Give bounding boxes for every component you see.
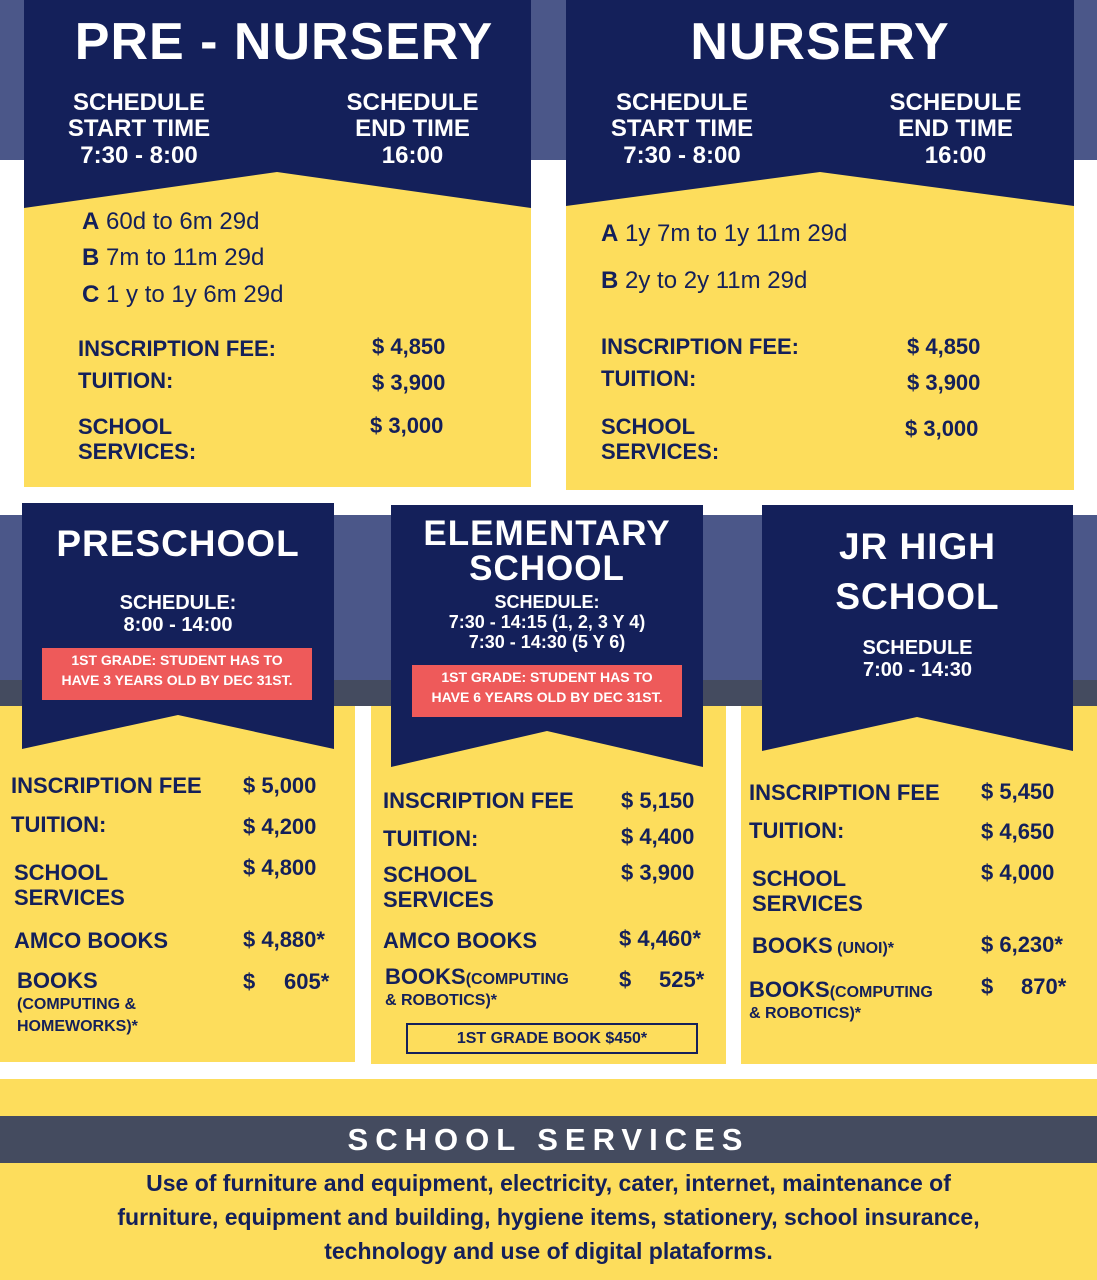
- elementary-books-sub-2: & ROBOTICS)*: [385, 992, 497, 1009]
- preschool-books-sub: [17, 994, 138, 1039]
- pre-nursery-title: PRE - NURSERY: [74, 13, 494, 71]
- services-label-line-1: SCHOOL: [601, 414, 696, 439]
- pre-nursery-group-b: B 7m to 11m 29d: [82, 244, 265, 271]
- end-time: 16:00: [381, 141, 444, 169]
- schedule-time-2: 7:30 - 14:30 (5 Y 6): [468, 631, 626, 652]
- description-line-1: Use of furniture and equipment, electricity, cater, internet, maintenance of: [146, 1170, 951, 1196]
- preschool-inscription-value: $ 5,000: [243, 773, 317, 798]
- elementary-amco-value: $ 4,460*: [619, 926, 701, 951]
- elementary-first-grade-book-box: 1ST GRADE BOOK $450*: [406, 1023, 698, 1054]
- nursery-services-value: $ 3,000: [905, 416, 979, 441]
- warning-line-1: 1ST GRADE: STUDENT HAS TO: [71, 652, 283, 668]
- services-label-line-2: SERVICES: [752, 891, 863, 917]
- jr-high-inscription-label: INSCRIPTION FEE: [749, 780, 940, 805]
- elementary-services-value: $ 3,900: [621, 860, 695, 885]
- books-sub-line-2: HOMEWORKS)*: [17, 1018, 138, 1036]
- start-label: SCHEDULE: [72, 89, 205, 116]
- jr-high-inscription-value: $ 5,450: [981, 779, 1055, 804]
- preschool-warning-badge: [42, 648, 312, 700]
- nursery-title: NURSERY: [690, 13, 950, 71]
- nursery-tuition-value: $ 3,900: [907, 370, 981, 395]
- preschool-books-value: 605*: [284, 969, 330, 994]
- title-line-1: ELEMENTARY: [423, 514, 671, 553]
- preschool-amco-value: $ 4,880*: [243, 927, 325, 952]
- schedule-time-1: 7:30 - 14:15 (1, 2, 3 Y 4): [448, 611, 646, 632]
- services-label-line-2: SERVICES:: [78, 439, 197, 465]
- preschool-title: PRESCHOOL: [56, 523, 300, 564]
- schedule-label: SCHEDULE: [862, 637, 973, 659]
- jr-high-books-unoi-label: BOOKS: [752, 933, 833, 958]
- schedule-time: 7:00 - 14:30: [863, 659, 972, 681]
- elementary-books-sub-1: (COMPUTING: [465, 971, 569, 988]
- jr-high-books-unoi-row: [752, 933, 894, 959]
- jr-high-title: [762, 522, 1073, 622]
- schedule-time: 8:00 - 14:00: [123, 614, 233, 636]
- elementary-books-label: BOOKS: [385, 964, 466, 989]
- end-sub-label: END TIME: [898, 115, 1013, 143]
- start-time: 7:30 - 8:00: [623, 141, 741, 169]
- end-sub-label: END TIME: [355, 115, 470, 143]
- elementary-books-value: 525*: [659, 967, 705, 992]
- nursery-group-a: A 1y 7m to 1y 11m 29d: [601, 220, 848, 247]
- nursery-start-schedule: [597, 90, 767, 169]
- services-label-line-2: SERVICES: [383, 887, 494, 913]
- start-time: 7:30 - 8:00: [80, 141, 198, 169]
- start-sub-label: START TIME: [67, 115, 211, 143]
- pre-nursery-start-schedule: [54, 90, 224, 169]
- elementary-amco-label: AMCO BOOKS: [383, 928, 537, 953]
- school-services-heading: SCHOOL SERVICES: [347, 1122, 750, 1157]
- jr-high-tuition-value: $ 4,650: [981, 819, 1055, 844]
- pre-nursery-inscription-value: $ 4,850: [372, 334, 446, 359]
- pre-nursery-group-a: A 60d to 6m 29d: [82, 208, 260, 235]
- jr-high-books-sub-2: & ROBOTICS)*: [749, 1005, 861, 1022]
- elementary-warning-badge: [412, 665, 682, 717]
- services-label-line-1: SCHOOL: [752, 866, 847, 891]
- preschool-services-value: $ 4,800: [243, 855, 317, 880]
- pre-nursery-inscription-label: INSCRIPTION FEE:: [78, 336, 277, 361]
- jr-high-books-unoi-sub: (UNOI)*: [837, 940, 895, 957]
- pre-nursery-services-value: $ 3,000: [370, 413, 444, 438]
- title-line-2: SCHOOL: [469, 549, 625, 588]
- nursery-end-schedule: [873, 90, 1038, 169]
- jr-high-services-label: [752, 866, 863, 917]
- nursery-inscription-label: INSCRIPTION FEE:: [601, 334, 800, 359]
- elementary-inscription-value: $ 5,150: [621, 788, 695, 813]
- preschool-tuition-label: TUITION:: [11, 812, 107, 837]
- services-label-line-2: SERVICES:: [601, 439, 720, 465]
- elementary-tuition-value: $ 4,400: [621, 824, 695, 849]
- preschool-inscription-label: INSCRIPTION FEE: [11, 773, 202, 798]
- nursery-inscription-value: $ 4,850: [907, 334, 981, 359]
- elementary-services-label: [383, 862, 494, 913]
- end-time: 16:00: [924, 141, 987, 169]
- nursery-services-label: [601, 414, 719, 465]
- pre-nursery-tuition-label: TUITION:: [78, 368, 174, 393]
- jr-high-books-value: 870*: [1021, 974, 1067, 999]
- start-label: SCHEDULE: [615, 89, 748, 116]
- elementary-books-row: [385, 964, 569, 990]
- preschool-tuition-value: $ 4,200: [243, 814, 317, 839]
- pre-nursery-tuition-value: $ 3,900: [372, 370, 446, 395]
- services-label-line-1: SCHOOL: [78, 414, 173, 439]
- preschool-books-currency: $: [243, 969, 256, 994]
- start-sub-label: START TIME: [610, 115, 754, 143]
- nursery-group-b: B 2y to 2y 11m 29d: [601, 267, 808, 294]
- elementary-books-currency: $: [619, 967, 632, 992]
- services-label-line-1: SCHOOL: [14, 860, 109, 885]
- schedule-label: SCHEDULE:: [494, 592, 600, 612]
- elementary-schedule: [391, 593, 703, 652]
- school-services-top-strip: [0, 1079, 1097, 1116]
- preschool-books-label: BOOKS: [17, 968, 98, 993]
- jr-high-books-unoi-value: $ 6,230*: [981, 932, 1063, 957]
- preschool-schedule: [22, 592, 334, 636]
- school-services-description: [0, 1166, 1097, 1268]
- books-sub-line-1: (COMPUTING &: [17, 996, 137, 1013]
- preschool-amco-label: AMCO BOOKS: [14, 928, 168, 953]
- elementary-inscription-label: INSCRIPTION FEE: [383, 788, 574, 813]
- pre-nursery-services-label: [78, 414, 196, 465]
- elementary-tuition-label: TUITION:: [383, 826, 479, 851]
- title-line-1: JR HIGH: [838, 526, 997, 567]
- schedule-label: SCHEDULE:: [119, 592, 237, 614]
- pre-nursery-end-schedule: [330, 90, 495, 169]
- warning-line-1: 1ST GRADE: STUDENT HAS TO: [441, 669, 653, 685]
- end-label: SCHEDULE: [889, 89, 1022, 116]
- description-line-3: technology and use of digital plataforms.: [324, 1238, 773, 1264]
- preschool-services-label: [14, 860, 125, 911]
- warning-line-2: HAVE 6 YEARS OLD BY DEC 31ST.: [431, 689, 663, 706]
- elementary-title: [391, 516, 703, 586]
- services-label-line-2: SERVICES: [14, 885, 125, 911]
- jr-high-schedule: [762, 637, 1073, 681]
- jr-high-tuition-label: TUITION:: [749, 818, 845, 843]
- jr-high-books-sub-1: (COMPUTING: [829, 984, 933, 1001]
- pre-nursery-group-c: C 1 y to 1y 6m 29d: [82, 281, 284, 308]
- warning-line-2: HAVE 3 YEARS OLD BY DEC 31ST.: [61, 672, 293, 689]
- jr-high-books-label: BOOKS: [749, 977, 830, 1002]
- jr-high-services-value: $ 4,000: [981, 860, 1055, 885]
- services-label-line-1: SCHOOL: [383, 862, 478, 887]
- nursery-tuition-label: TUITION:: [601, 366, 697, 391]
- jr-high-books-currency: $: [981, 974, 994, 999]
- end-label: SCHEDULE: [346, 89, 479, 116]
- title-line-2: SCHOOL: [835, 575, 1000, 617]
- jr-high-books-row: [749, 977, 933, 1003]
- description-line-2: furniture, equipment and building, hygiene items, stationery, school insurance,: [117, 1204, 980, 1230]
